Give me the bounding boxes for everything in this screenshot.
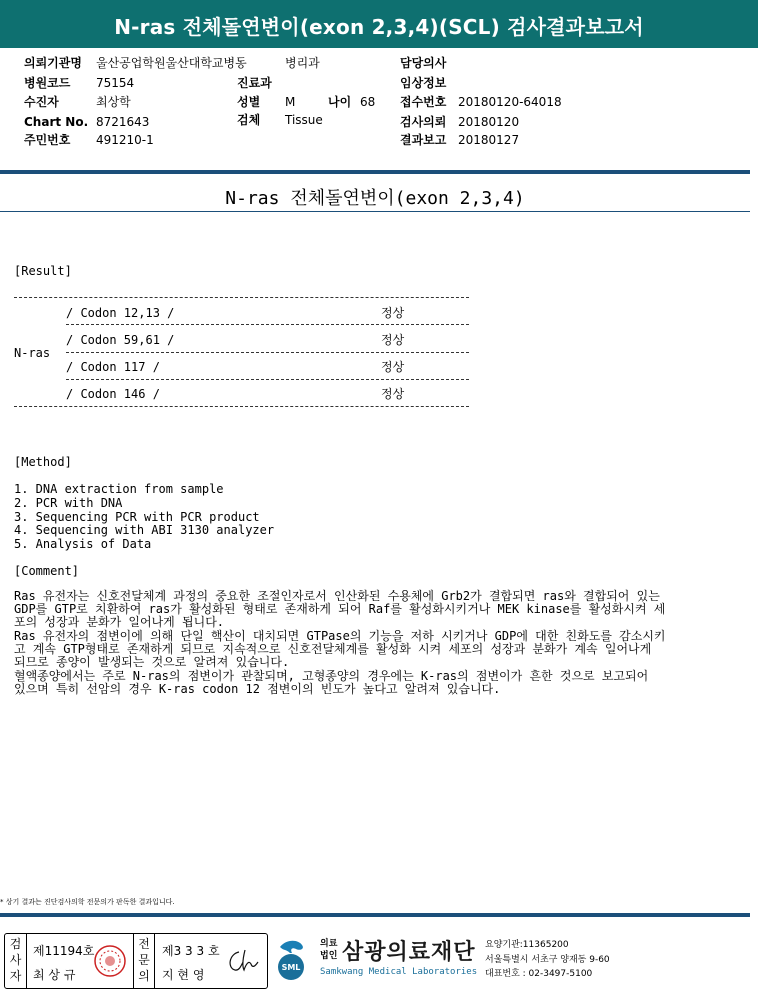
examiner-label-char: 검: [9, 937, 22, 951]
method-item: 3. Sequencing PCR with PCR product: [14, 510, 260, 524]
report-date-value: 20180127: [458, 133, 520, 147]
comment-line: 되므로 종양이 발생되는 것으로 알려져 있습니다.: [14, 655, 290, 669]
result-status: 정상: [381, 333, 405, 347]
method-item: 4. Sequencing with ABI 3130 analyzer: [14, 523, 275, 537]
rrn-value: 491210-1: [96, 133, 154, 147]
reviewer-license: 제3 3 3 호: [162, 944, 220, 958]
result-status: 정상: [381, 387, 405, 401]
row-divider: [66, 379, 469, 380]
row-divider: [66, 324, 469, 325]
institution-code: 요양기관:11365200: [485, 940, 569, 950]
specimen-label: 검체: [237, 113, 261, 127]
examiner-name: 최 상 규: [33, 968, 76, 982]
reviewer-label-char: 의: [138, 969, 150, 983]
hospital-code-label: 병원코드: [24, 76, 71, 90]
receipt-value: 20180120-64018: [458, 95, 562, 109]
footer-divider: [0, 913, 750, 917]
signature-box: [4, 933, 268, 989]
hospital-code-value: 75154: [96, 76, 135, 90]
organization-logo-block: [272, 933, 752, 989]
result-bottom-dash: [14, 406, 469, 407]
name-value: 최상학: [96, 95, 131, 109]
rrn-label: 주민번호: [24, 133, 71, 147]
method-heading: [Method]: [14, 455, 72, 469]
reviewer-label: [133, 934, 155, 988]
dept-label: 진료과: [237, 76, 272, 90]
comment-heading: [Comment]: [14, 564, 80, 578]
sex-label: 성별: [237, 95, 261, 109]
report-title-bar: [0, 0, 758, 48]
org-english-name: Samkwang Medical Laboratories: [320, 967, 478, 977]
comment-line: Ras 유전자의 점변이에 의해 단일 핵산이 대치되면 GTPase의 기능을 저하 시키거나 GDP에 대한 친화도를 감소시키: [14, 629, 666, 643]
request-value: 20180120: [458, 115, 520, 129]
header-divider: [0, 170, 750, 174]
sex-value: M: [285, 95, 296, 109]
sml-logo-icon: [272, 937, 310, 981]
codon-label: / Codon 146 /: [66, 387, 160, 401]
codon-label: / Codon 117 /: [66, 360, 160, 374]
disclaimer-note: * 상기 결과는 진단검사의학 전문의가 판독한 결과입니다.: [0, 898, 175, 906]
comment-line: 혈액종양에서는 주로 N-ras의 점변이가 관찰되며, 고형종양의 경우에는 K-ras의 점변이가 흔한 것으로 보고되어: [14, 669, 649, 683]
ward-value: 병리과: [285, 56, 320, 70]
result-status: 정상: [381, 306, 405, 320]
request-label: 검사의뢰: [400, 115, 447, 129]
comment-line: 있으며 특히 선암의 경우 K-ras codon 12 점변이의 빈도가 높다고 알려져 있습니다.: [14, 682, 501, 696]
comment-line: 포의 성장과 분화가 일어나게 됩니다.: [14, 615, 225, 629]
comment-line: 고 계속 GTP형태로 존재하게 되므로 지속적으로 신호전달체계를 활성화 시켜 세포의 성장과 분화가 계속 일어나게: [14, 642, 652, 656]
result-status: 정상: [381, 360, 405, 374]
age-value: 68: [360, 95, 376, 109]
signature-mark: [225, 948, 261, 974]
institution-value: 울산공업학원울산대학교병동: [96, 56, 247, 70]
clinical-label: 임상정보: [400, 76, 447, 90]
result-top-dash: [14, 297, 469, 298]
org-prefix-1: 의료: [320, 939, 338, 949]
method-item: 2. PCR with DNA: [14, 496, 123, 510]
codon-label: / Codon 59,61 /: [66, 333, 175, 347]
result-heading: [Result]: [14, 264, 72, 278]
examiner-label-char: 자: [9, 969, 22, 983]
comment-line: Ras 유전자는 신호전달체계 과정의 중요한 조절인자로서 인산화된 수용체에 Grb2가 결합되면 ras와 결합되어 있는: [14, 589, 660, 603]
gene-label: N-ras: [14, 346, 51, 360]
chart-label: Chart No.: [24, 115, 89, 129]
examiner-license: 제11194호: [33, 944, 95, 958]
doctor-label: 담당의사: [400, 56, 447, 70]
examiner-label: [5, 934, 27, 988]
org-address: 서울특별시 서초구 양재동 9-60: [485, 955, 610, 965]
age-label: 나이: [328, 95, 352, 109]
stamp-seal: [93, 944, 127, 978]
method-item: 5. Analysis of Data: [14, 537, 152, 551]
reviewer-name: 지 현 영: [162, 968, 205, 982]
row-divider: [66, 352, 469, 353]
comment-line: GDP를 GTP로 치환하여 ras가 활성화된 형태로 존재하게 되어 Raf를 활성화시키거나 MEK kinase를 활성화시켜 세: [14, 602, 666, 616]
report-title: N-ras 전체돌연변이(exon 2,3,4)(SCL) 검사결과보고서: [114, 15, 644, 39]
reviewer-label-char: 전: [138, 937, 150, 951]
examiner-label-char: 사: [9, 953, 22, 967]
report-subtitle: N-ras 전체돌연변이(exon 2,3,4): [225, 188, 525, 209]
receipt-label: 접수번호: [400, 95, 447, 109]
sml-logo-text: SML: [281, 963, 301, 972]
method-item: 1. DNA extraction from sample: [14, 482, 224, 496]
subtitle-underline: [0, 211, 750, 212]
name-label: 수진자: [24, 95, 59, 109]
org-phone: 대표번호 : 02-3497-5100: [485, 969, 593, 979]
org-prefix-2: 법인: [320, 951, 338, 961]
reviewer-label-char: 문: [138, 953, 150, 967]
specimen-value: Tissue: [285, 113, 323, 127]
report-date-label: 결과보고: [400, 133, 447, 147]
codon-label: / Codon 12,13 /: [66, 306, 175, 320]
org-name: 삼광의료재단: [342, 940, 476, 965]
institution-label: 의뢰기관명: [24, 56, 82, 70]
chart-value: 8721643: [96, 115, 150, 129]
